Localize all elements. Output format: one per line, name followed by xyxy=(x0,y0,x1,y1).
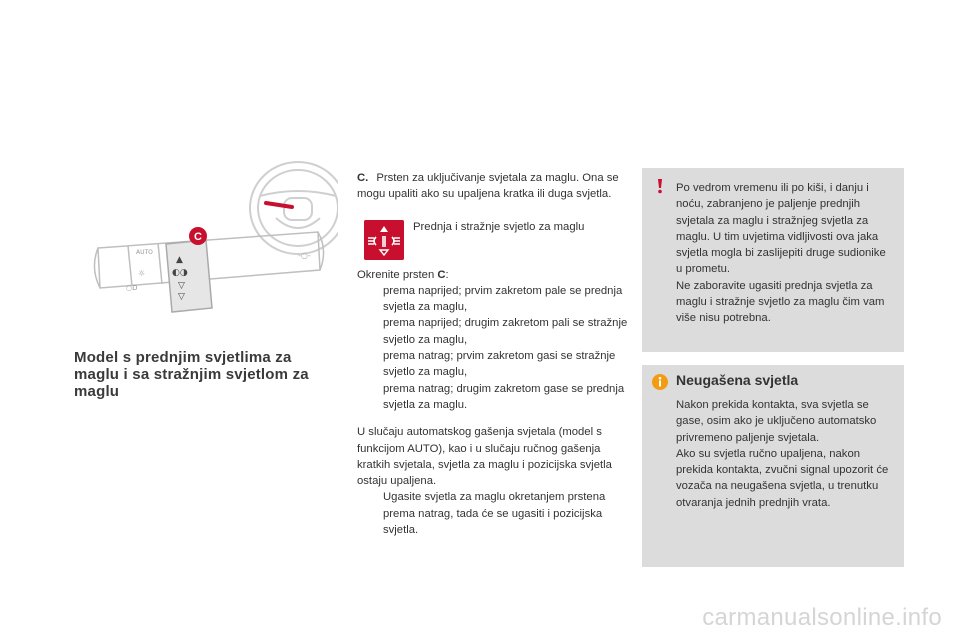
stalk-auto-marking: AUTO xyxy=(136,249,153,256)
warning-paragraph-1: Po vedrom vremenu ili po kiši, i danju i noću, zabranjeno je paljenje prednjih svjetala za maglu i stražnjeg svjetla za maglu. U tim uvjetima vidljivosti ova jaka svjetla mogla bi zaslijepiti druge sudionike u prometu. xyxy=(676,182,886,276)
warning-text xyxy=(676,180,894,327)
stalk-symbol-marking: ☼ xyxy=(138,269,146,278)
stalk-end-marking: -○- xyxy=(298,251,311,260)
steering-wheel-drawing xyxy=(250,162,338,254)
info-box xyxy=(642,365,904,567)
info-paragraph-2: Ako su svjetla ručno upaljena, nakon prekida kontakta, zvučni signal upozorit će vozača na neugašena svjetla, u trenutku otvaranja jednih prednjih vrata. xyxy=(676,447,889,509)
watermark: carmanualsonline.info xyxy=(702,604,942,631)
turn-intro-text: Okrenite prsten xyxy=(357,268,438,281)
list-item xyxy=(357,348,632,381)
warning-paragraph-2: Ne zaboravite ugasiti prednja svjetla za maglu i stražnje svjetlo za maglu čim vam više nisu potrebna. xyxy=(676,279,885,325)
exclamation-icon xyxy=(652,178,668,194)
callout-c-letter: C xyxy=(194,231,202,243)
lighting-stalk-illustration xyxy=(88,158,338,328)
front-rear-fog-light-icon xyxy=(364,220,404,260)
info-paragraph-1: Nakon prekida kontakta, sva svjetla se gase, osim ako je uključeno automatsko privremeno paljenje svjetala. xyxy=(676,399,877,444)
info-title: Neugašena svjetla xyxy=(676,372,799,388)
ring-c-text: Prsten za uključivanje svjetala za maglu. Ona se mogu upaliti ako su upaljena kratka ili duga svjetla. xyxy=(357,172,619,201)
auto-off-paragraph: U slučaju automatskog gašenja svjetala (model s funkcijom AUTO), kao i u slučaju ručnog gašenja kratkih svjetala, svjetla za maglu i pozicijska svjetla ostaju upaljena. xyxy=(357,426,612,488)
fog-symbol-row xyxy=(357,215,632,267)
list-item xyxy=(357,489,632,538)
ring-c-label: C. xyxy=(357,172,369,184)
list-item xyxy=(357,283,632,316)
list-item xyxy=(357,381,632,414)
stalk-pointer-red xyxy=(266,203,292,207)
info-icon xyxy=(652,374,668,390)
section-title: Model s prednjim svjetlima za maglu i sa stražnjim svjetlom za maglu xyxy=(74,349,309,400)
fog-symbol-label: Prednja i stražnje svjetlo za maglu xyxy=(413,220,585,233)
turn-intro-ring: C xyxy=(437,268,446,281)
svg-text:▽: ▽ xyxy=(178,292,185,302)
list-item-text: prema natrag; prvim zakretom gasi se stražnje svjetlo za maglu, xyxy=(383,350,616,379)
svg-text:◐◑: ◐◑ xyxy=(172,268,188,278)
warning-box xyxy=(642,168,904,352)
main-instructions xyxy=(357,170,632,538)
list-item xyxy=(357,315,632,348)
auto-steps-list xyxy=(357,489,632,538)
fog-ring-c xyxy=(166,240,212,312)
turn-intro-colon: : xyxy=(445,268,449,281)
info-text xyxy=(676,397,894,511)
svg-text:▲: ▲ xyxy=(176,255,183,265)
svg-text:▽: ▽ xyxy=(178,281,185,291)
turn-intro xyxy=(357,267,632,283)
stalk-off-marking: ○D xyxy=(126,284,138,292)
ring-c-description xyxy=(357,170,632,203)
list-item-text: prema naprijed; drugim zakretom pali se stražnje svjetlo za maglu, xyxy=(383,317,628,346)
list-item-text: prema naprijed; prvim zakretom pale se prednja svjetla za maglu, xyxy=(383,284,623,314)
list-item-text: prema natrag; drugim zakretom gase se prednja svjetla za maglu. xyxy=(383,382,625,411)
list-item-text: Ugasite svjetla za maglu okretanjem prstena prema natrag, tada će se ugasiti i pozicijska svjetla. xyxy=(383,491,606,537)
turn-steps-list xyxy=(357,283,632,413)
